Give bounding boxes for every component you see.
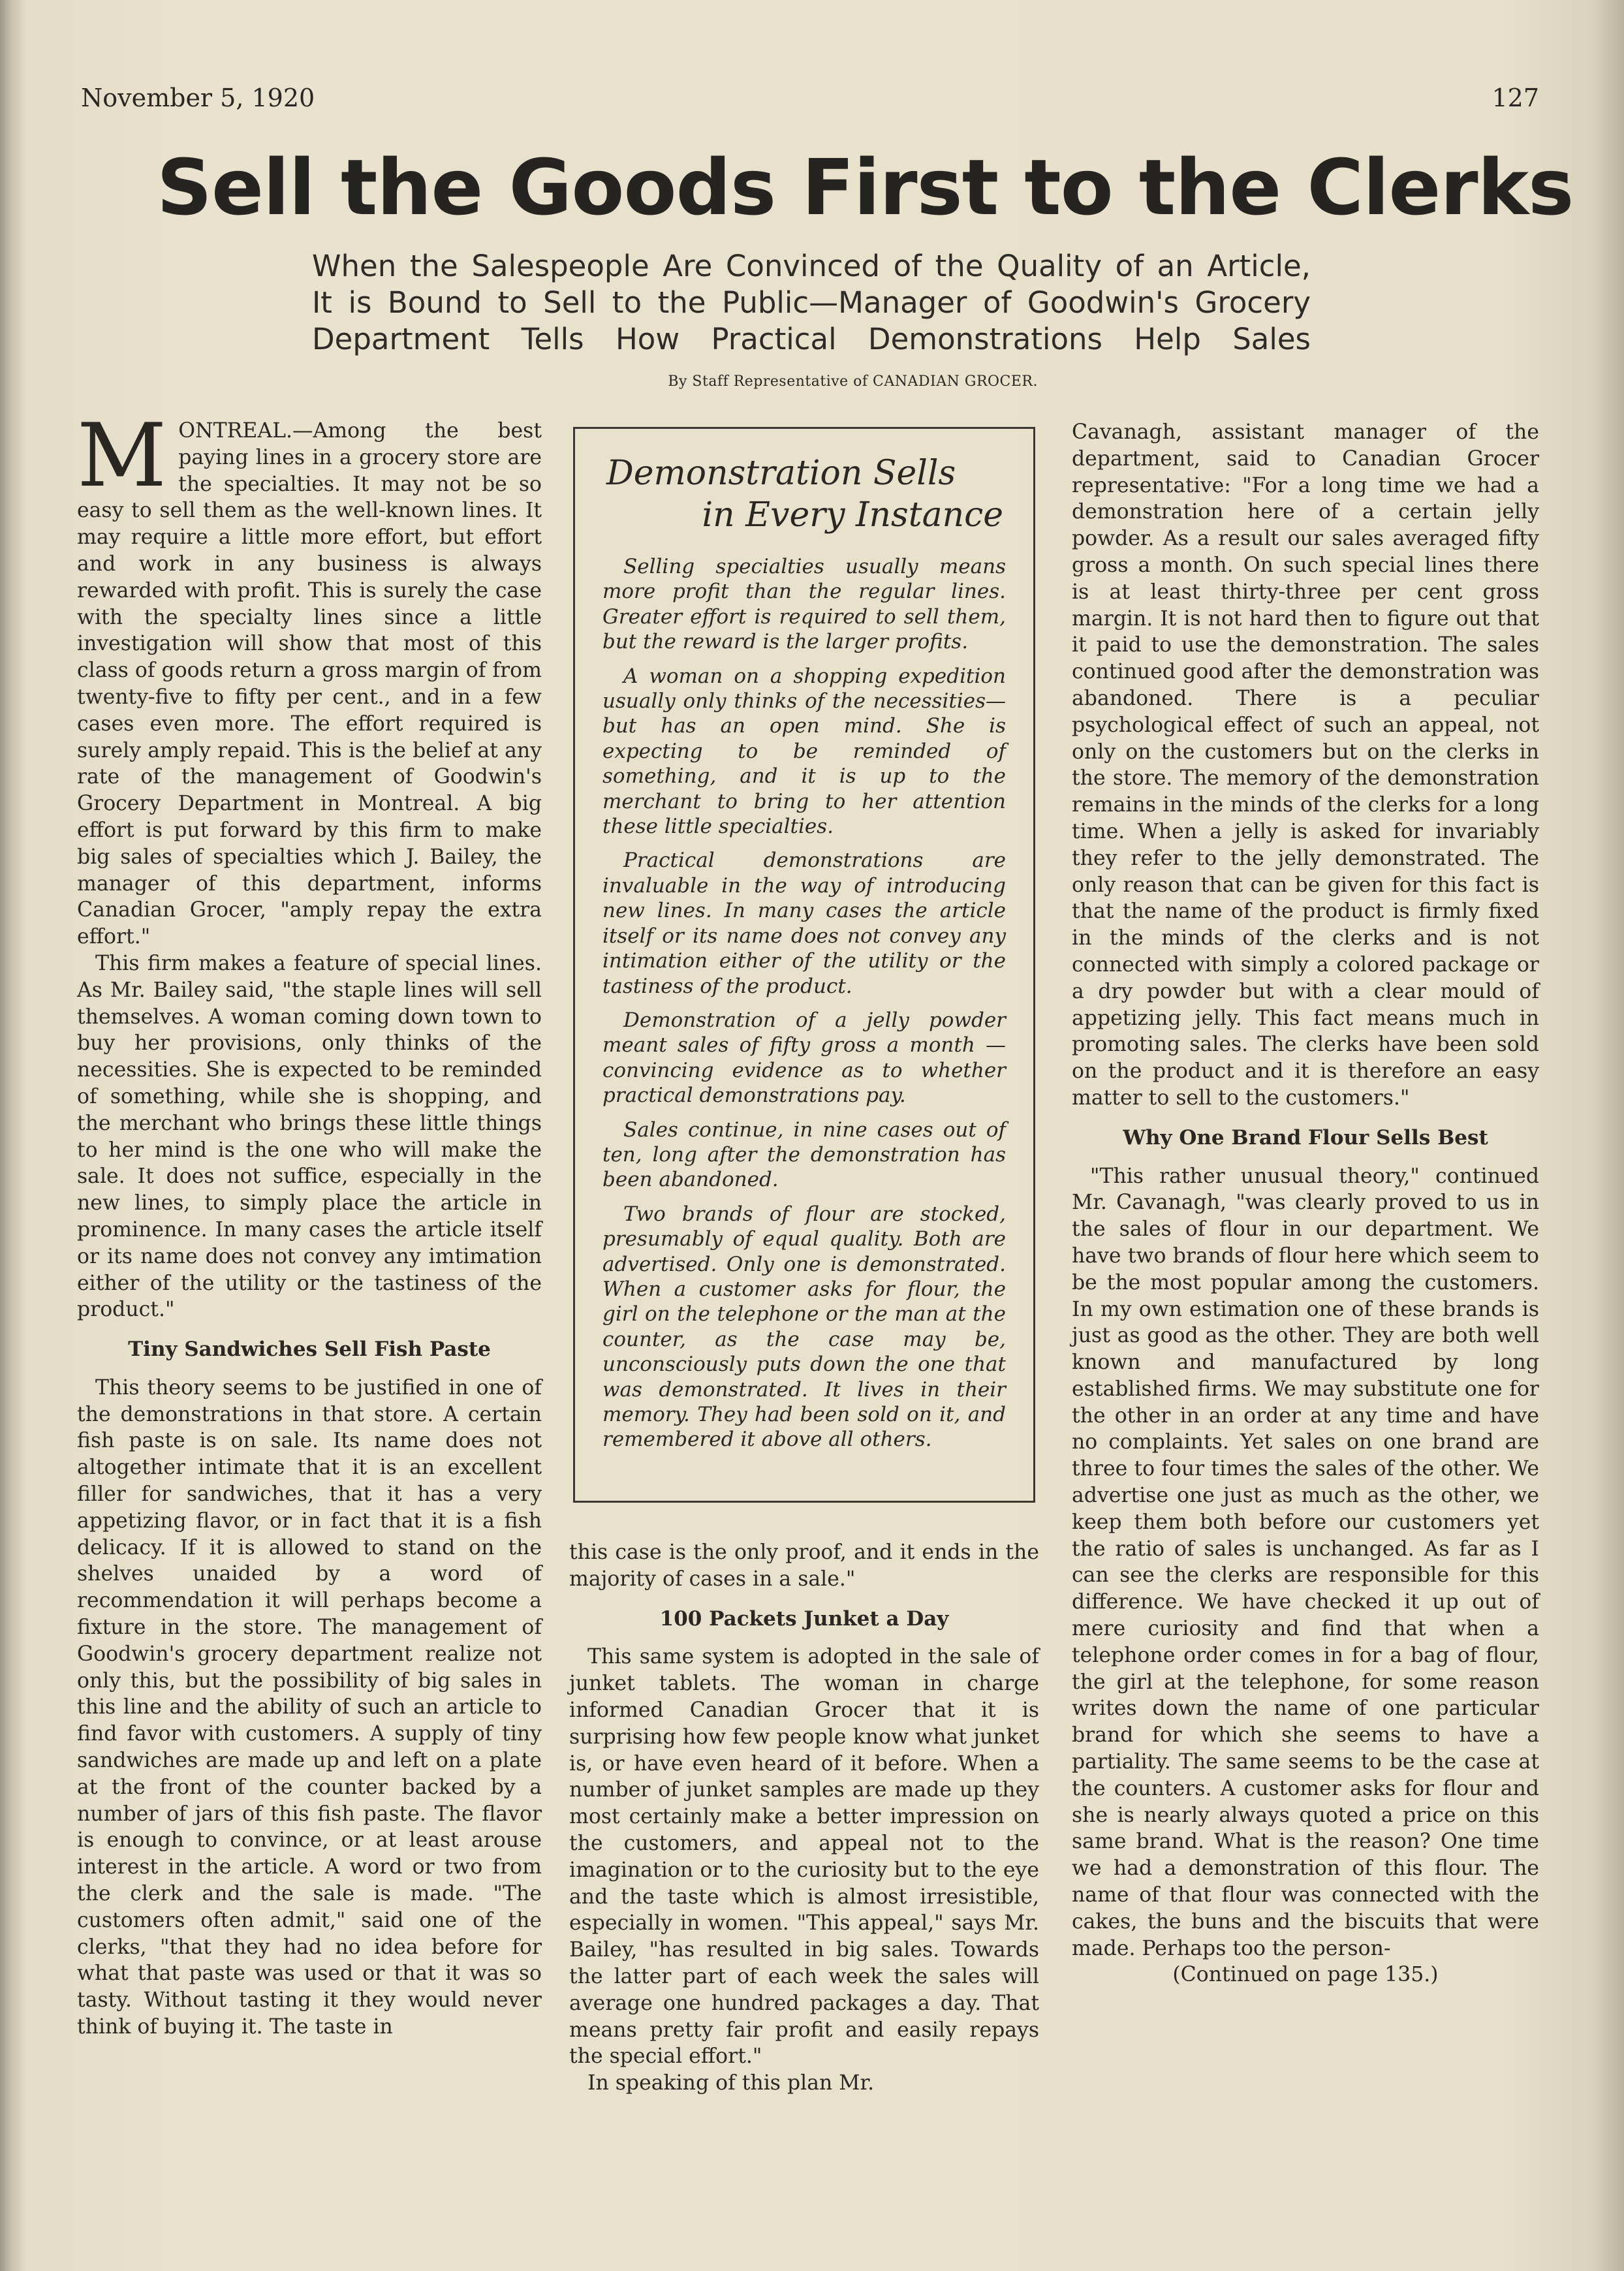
paragraph: This same system is adopted in the sale of junket tablets. The woman in charge informed Canadian Grocer that it is surprising how few people know what junket is, or have even heard of it before. When a number of junket samples are made up they most certainly make a better impression on the customers, and appeal not to the imagination or to the curiosity but to the eye and the taste which is almost irresistible, especially in women. "This appeal," says Mr. Bailey, "has resulted in big sales. Towards the latter part of each week the sales will average one hundred packages a day. That means pretty fair profit and easily repays the special effort." [569, 1645, 1039, 2069]
sidebar-paragraph: Sales continue, in nine cases out of ten, long after the demonstration has been abandoned. [602, 1118, 1006, 1192]
paragraph [77, 405, 542, 950]
deck-line: Department Tells How Practical Demonstrations Help Sales [312, 322, 1311, 356]
article-deck [312, 248, 1311, 358]
deck-line: It is Bound to Sell to the Public—Manager of Goodwin's Grocery [312, 285, 1311, 320]
paragraph: Cavanagh, assistant manager of the department, said to Canadian Grocer representative: "For a long time we had a demonstration here of a certain jelly powder. As a result our sales averaged fifty gross a month. On such special lines there is at least thirty-three per cent gross margin. It is not hard then to figure out that it paid to use the demonstration. The sales continued good after the demonstration was abandoned. There is a peculiar psychological effect of such an appeal, not only on the customers but on the clerks in the store. The memory of the demonstration remains in the minds of the clerks for a long time. When a jelly is asked for invariably they refer to the jelly demonstrated. The only reason that can be given for this fact is that the name of the product is firmly fixed in the minds of the clerks and is not connected with simply a colored package or a dry powder but with a clear mould of appetizing jelly. This fact means much in promoting sales. The clerks have been sold on the product and it is therefore an easy matter to sell to the customers." [1072, 420, 1539, 1110]
sidebar-paragraph: Demonstration of a jelly powder meant sales of fifty gross a month —convincing evidence as to whether practical demonstrations pay. [602, 1008, 1006, 1108]
subhead: Tiny Sandwiches Sell Fish Paste [128, 1338, 491, 1362]
subhead: 100 Packets Junket a Day [659, 1606, 949, 1631]
page-number: 127 [1491, 84, 1539, 112]
paragraph: This theory seems to be justified in one of the demonstrations in that store. A certain fish paste is on sale. Its name does not altogether intimate that it is an excellent filler for sandwiches, that it has a very appetizing flavor, or in fact that it is a fish delicacy. If it is allowed to stand on the shelves unaided by a word of recommendation it will perhaps become a fixture in the store. The management of Goodwin's grocery department realize not only this, but the possibility of big sales in this line and the ability of such an article to find favor with customers. A supply of tiny sandwiches are made up and left on a plate at the front of the counter backed by a number of jars of this fish paste. The flavor is enough to convince, or at least arouse interest in the article. A word or two from the clerk and the sale is made. "The customers often admit," said one of the clerks, "that they had no idea before for what that paste was used or that it was so tasty. Without tasting it they would never think of buying it. The taste in [77, 1375, 542, 2039]
paragraph: This firm makes a feature of special lines. As Mr. Bailey said, "the staple lines will sell themselves. A woman coming down town to buy her provisions, only thinks of the necessities. She is expected to be reminded of something, while she is shopping, and the merchant who brings these little things to her mind is the one who will make the sale. It does not suffice, especially in the new lines, to simply place the article in prominence. In many cases the article itself or its name does not convey any imtimation either of the utility or the tastiness of the product." [77, 951, 542, 1322]
paragraph-text: ONTREAL.—Among the best paying lines in a grocery store are the specialties. It may not be so easy to sell them as the well-known lines. It may require a little more effort, but effort and work in any business is always rewarded with profit. This is surely the case with the specialty lines since a little investigation will show that most of this class of goods return a gross margin of from twenty-five to fifty per cent., and in a few cases even more. The effort required is surely amply repaid. This is the belief at any rate of the management of Goodwin's Grocery Department in Montreal. A big effort is put forward by this firm to make big sales of specialties which J. Bailey, the manager of this department, informs Canadian Grocer, "amply repay the extra effort." [77, 419, 542, 949]
sidebar-paragraph: Two brands of flour are stocked, presumably of equal quality. Both are advertised. Only one is demonstrated. When a customer asks for flour, the girl on the telephone or the man at the counter, as the case may be, unconsciously puts down the one that was demonstrated. It lives in their memory. They had been sold on it, and remembered it above all others. [602, 1202, 1006, 1452]
sidebar-title: Demonstration Sells [606, 454, 956, 493]
drop-cap: M [77, 405, 167, 507]
running-head [81, 84, 1539, 123]
sidebar-paragraph: A woman on a shopping expedition usually only thinks of the necessities—but has an open mind. She is expecting to be reminded of something, and it is up to the merchant to bring to her attention these little specialties. [602, 664, 1006, 839]
column-1 [77, 405, 542, 2041]
continued-notice: (Continued on page 135.) [1172, 1963, 1439, 1987]
byline: By Staff Representative of CANADIAN GROCER. [668, 373, 1038, 390]
deck-line: When the Salespeople Are Convinced of the Quality of an Article, [312, 249, 1311, 283]
sidebar-paragraph: Selling specialties usually means more profit than the regular lines. Greater effort is required to sell them, but the reward is the larger profits. [602, 555, 1006, 654]
column-2 [569, 1539, 1039, 2097]
paragraph: this case is the only proof, and it ends in the majority of cases in a sale." [569, 1541, 1039, 1591]
paragraph: "This rather unusual theory," continued Mr. Cavanagh, "was clearly proved to us in the sales of flour in our department. We have two brands of flour here which seem to be the most popular among the customers. In my own estimation one of these brands is just as good as the other. They are both well known and manufactured by long established firms. We may substitute one for the other in an order at any time and have no complaints. Yet sales on one brand are three to four times the sales of the other. We advertise one just as much as the other, we keep them both before our customers yet the ratio of sales is unchanged. As far as I can see the clerks are responsible for this difference. We have checked it up out of mere curiosity and find that when a telephone order comes in for a bag of flour, the girl at the telephone, for some reason writes down the name of one particular brand for which she seems to have a partiality. The same seems to be the case at the counters. A customer asks for flour and she is nearly always quoted a price on this same brand. What is the reason? One time we had a demonstration of this flour. The name of that flour was connected with the cakes, the buns and the biscuits that were made. Perhaps too the person- [1072, 1164, 1539, 1960]
paragraph: In speaking of this plan Mr. [587, 2071, 875, 2095]
column-3 [1072, 419, 1539, 1988]
sidebar-title: in Every Instance [702, 495, 1003, 535]
sidebar-paragraph: Practical demonstrations are invaluable in the way of introducing new lines. In many cases the article itself or its name does not convey any intimation either of the utility or the tastiness of the product. [602, 849, 1006, 998]
sidebar-box [573, 427, 1035, 1503]
subhead: Why One Brand Flour Sells Best [1123, 1125, 1488, 1150]
issue-date: November 5, 1920 [81, 84, 315, 112]
article-headline: Sell the Goods First to the Clerks [157, 142, 1574, 232]
